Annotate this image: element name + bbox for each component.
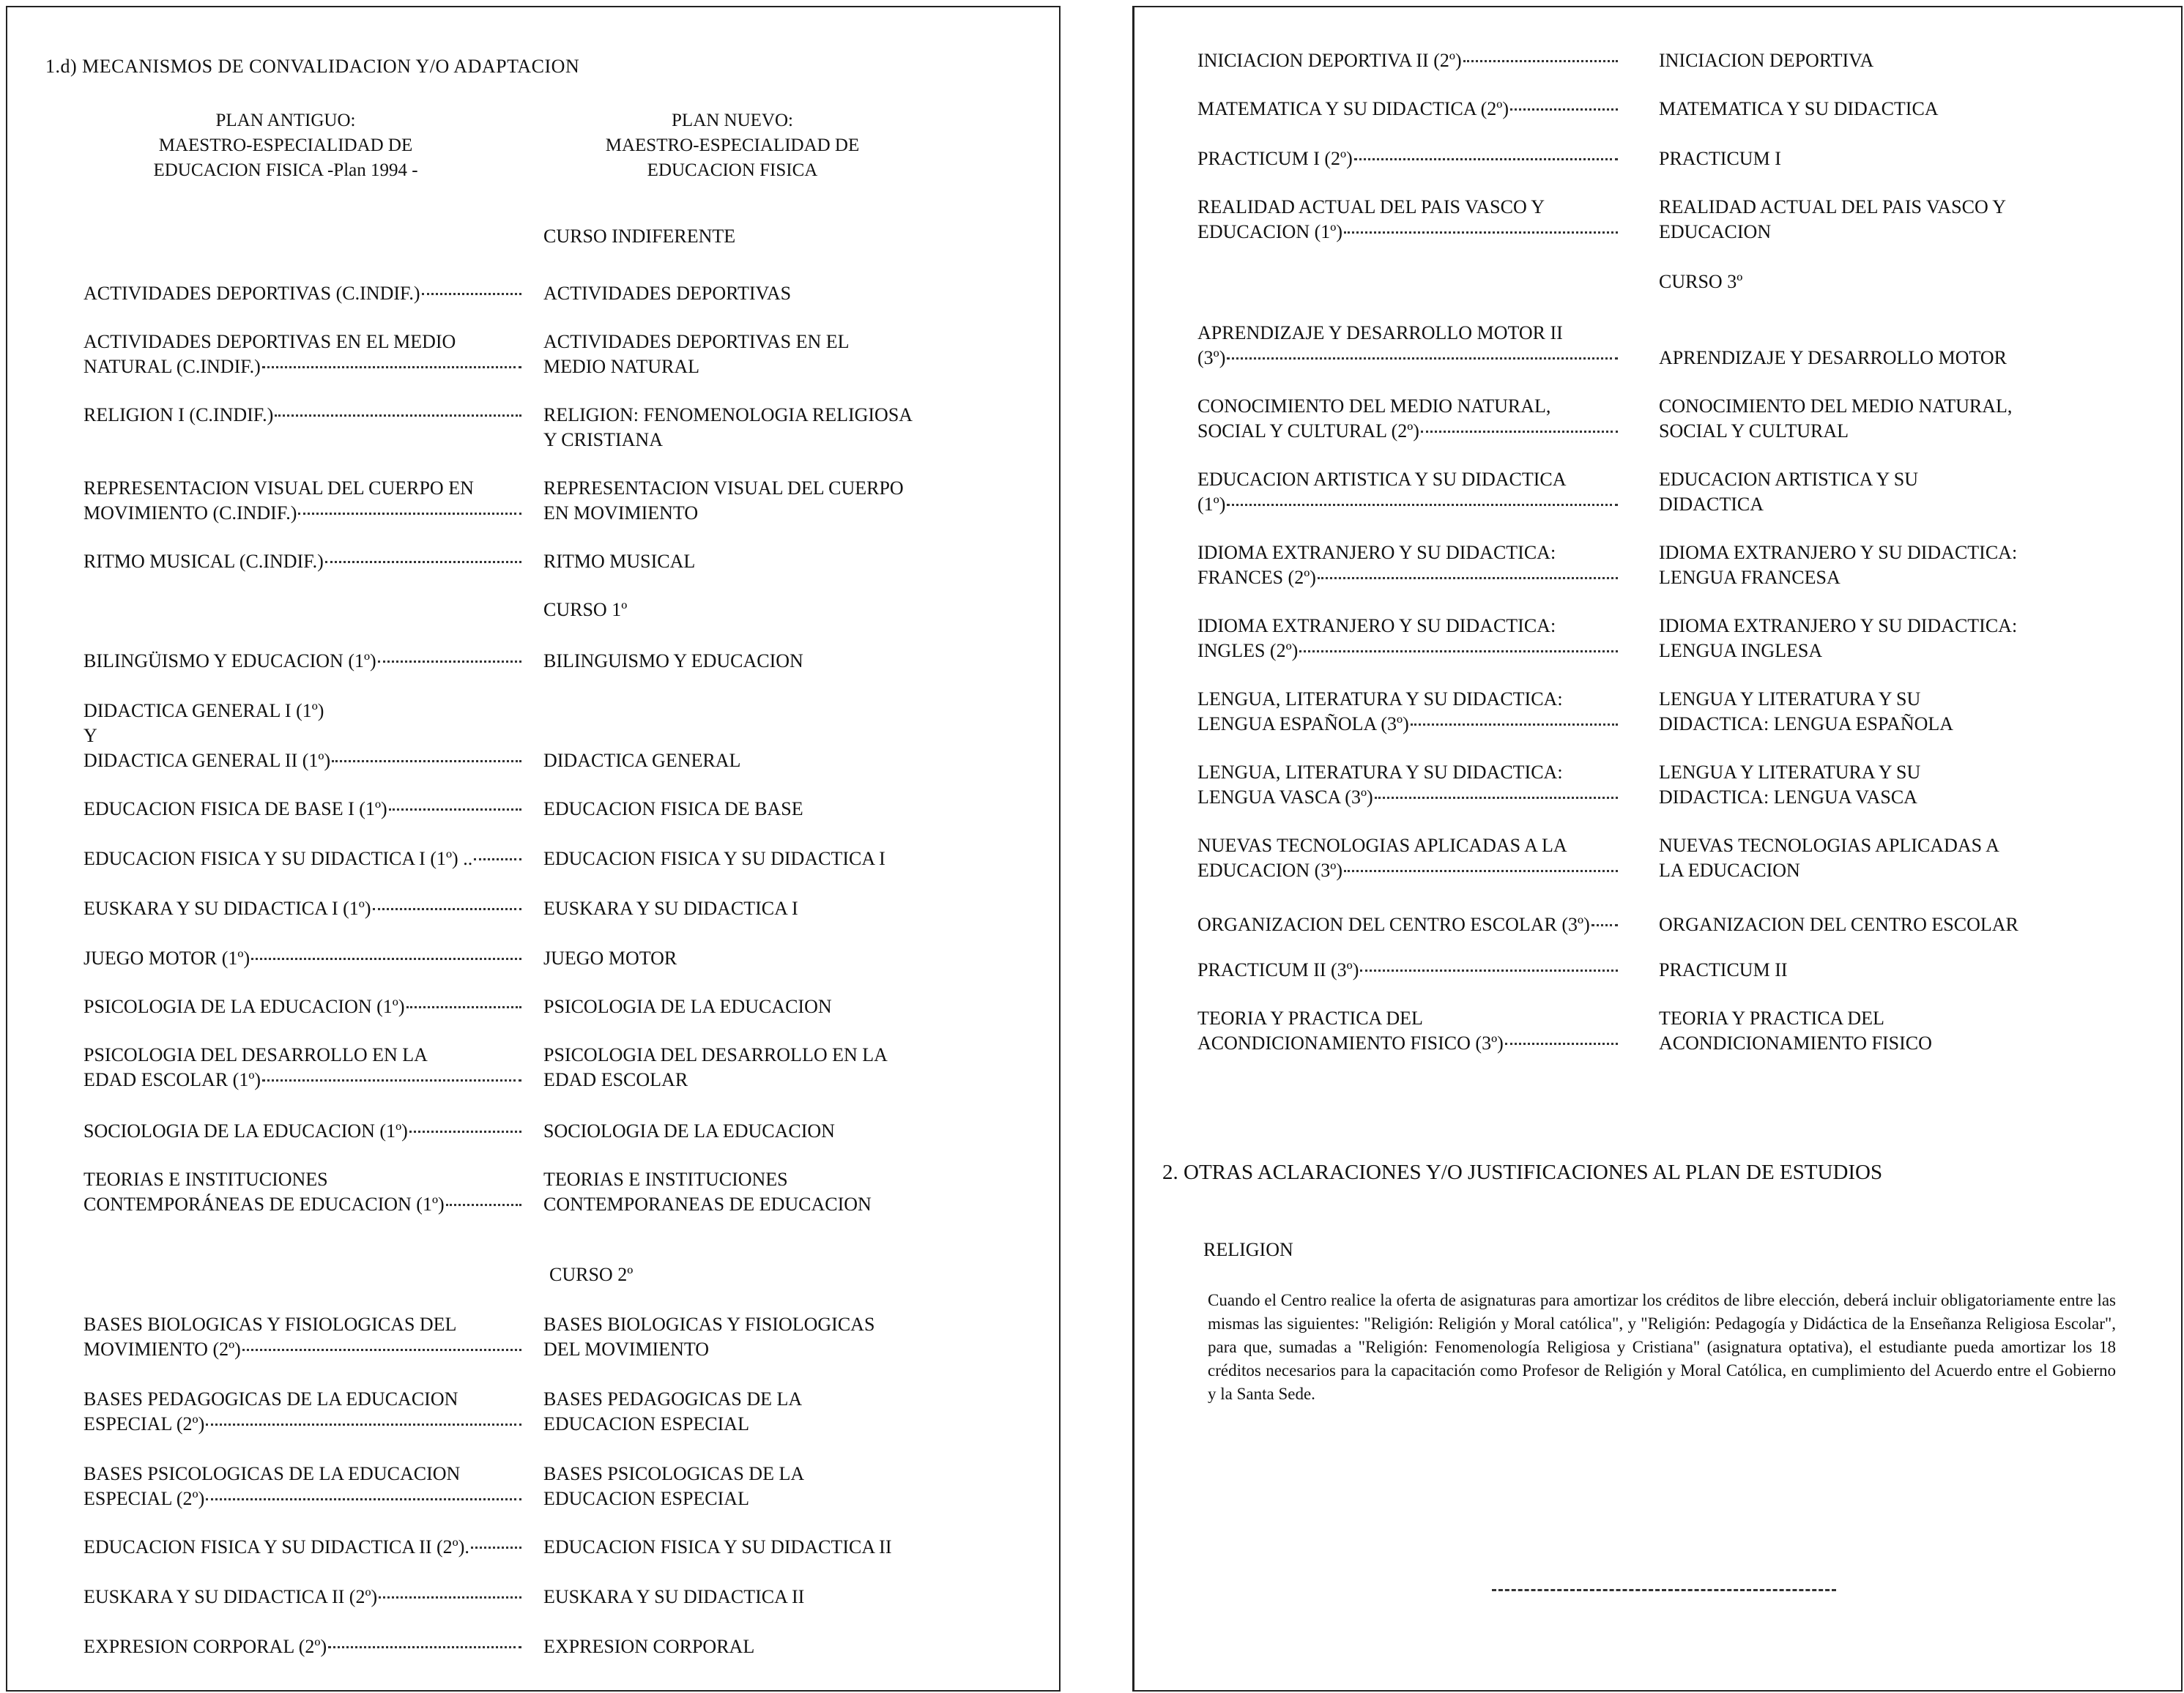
old-plan-subject-line: [1197, 346, 1618, 371]
new-plan-subject: REPRESENTACION VISUAL DEL CUERPO EN MOVIMIENTO: [543, 477, 904, 524]
old-plan-subject-text: EUSKARA Y SU DIDACTICA II (2º): [83, 1586, 378, 1607]
dot-leader: [1591, 917, 1618, 926]
old-plan-subject: [1197, 394, 1618, 444]
old-plan-subject-line: [83, 1068, 521, 1093]
new-plan-subject: EUSKARA Y SU DIDACTICA II: [543, 1586, 805, 1607]
new-plan-subject: PRACTICUM II: [1659, 959, 1788, 981]
old-plan-subject-line: IDIOMA EXTRANJERO Y SU DIDACTICA:: [1197, 615, 1556, 636]
old-plan-subject-line: REALIDAD ACTUAL DEL PAIS VASCO Y: [1197, 196, 1545, 217]
dot-leader: [332, 753, 521, 762]
new-plan-subject: MATEMATICA Y SU DIDACTICA: [1659, 98, 1939, 119]
dot-leader: [1360, 962, 1618, 972]
old-plan-subject-text: NATURAL (C.INDIF.): [83, 356, 261, 377]
new-plan-subject: TEORIA Y PRACTICA DEL ACONDICIONAMIENTO FISICO: [1659, 1008, 1932, 1054]
old-plan-subject-line: BASES PEDAGOGICAS DE LA EDUCACION: [83, 1388, 458, 1410]
dot-leader: [262, 359, 521, 368]
old-plan-subject-line: REPRESENTACION VISUAL DEL CUERPO EN: [83, 477, 474, 499]
new-plan-subject: DIDACTICA GENERAL: [543, 750, 741, 771]
old-plan-subject-line: [1197, 97, 1618, 122]
old-plan-subject-line: [83, 354, 521, 379]
dot-leader: [474, 851, 521, 860]
old-plan-subject-text: ACTIVIDADES DEPORTIVAS (C.INDIF.): [83, 283, 420, 304]
old-plan-subject-text: SOCIOLOGIA DE LA EDUCACION (1º): [83, 1120, 408, 1142]
old-plan-subject-text: EDUCACION FISICA DE BASE I (1º): [83, 798, 387, 819]
dot-leader: [251, 950, 521, 960]
old-plan-subject-line: TEORIA Y PRACTICA DEL: [1197, 1008, 1423, 1029]
old-plan-subject: [83, 1634, 521, 1659]
curso-3-label: CURSO 3º: [1659, 271, 1743, 292]
old-plan-subject-line: [83, 1412, 521, 1437]
new-plan-subject: LENGUA Y LITERATURA Y SU DIDACTICA: LENGUA VASCA: [1659, 762, 1921, 808]
old-plan-subject: [83, 1535, 521, 1560]
old-plan-subject: [1197, 195, 1618, 245]
old-plan-subject-line: APRENDIZAJE Y DESARROLLO MOTOR II: [1197, 322, 1563, 343]
old-plan-subject: [83, 649, 521, 674]
new-plan-subject: APRENDIZAJE Y DESARROLLO MOTOR: [1659, 347, 2007, 368]
new-plan-subject: TEORIAS E INSTITUCIONES CONTEMPORANEAS DE EDUCACION: [543, 1169, 872, 1215]
dot-leader: [262, 1072, 521, 1082]
new-plan-subject: SOCIOLOGIA DE LA EDUCACION: [543, 1120, 835, 1142]
closing-dashed-rule: [1492, 1589, 1836, 1591]
new-plan-subject: ORGANIZACION DEL CENTRO ESCOLAR: [1659, 914, 2018, 935]
new-plan-subject: RELIGION: FENOMENOLOGIA RELIGIOSA Y CRISTIANA: [543, 404, 913, 450]
dot-leader: [1510, 101, 1618, 111]
old-plan-subject-text: EDUCACION (1º): [1197, 221, 1342, 242]
dot-leader: [325, 554, 521, 563]
old-plan-subject-line: [83, 994, 521, 1019]
dot-leader: [1344, 224, 1618, 234]
old-plan-subject: [83, 1312, 521, 1362]
old-plan-subject: [1197, 467, 1618, 517]
new-plan-subject: BASES PEDAGOGICAS DE LA EDUCACION ESPECIAL: [543, 1388, 803, 1435]
new-plan-subject: RITMO MUSICAL: [543, 551, 696, 572]
dot-leader: [1505, 1035, 1618, 1045]
dot-leader: [1344, 863, 1618, 872]
old-plan-subject-text: LENGUA ESPAÑOLA (3º): [1197, 713, 1409, 734]
old-plan-subject: [83, 896, 521, 921]
old-plan-subject: [83, 1043, 521, 1093]
old-plan-subject-line: Y: [83, 725, 97, 746]
old-plan-subject: [83, 1167, 521, 1217]
old-plan-subject: [83, 476, 521, 526]
new-plan-subject: EDUCACION FISICA DE BASE: [543, 798, 803, 819]
curso-2-label: CURSO 2º: [549, 1264, 634, 1285]
old-plan-subject-line: [1197, 1031, 1618, 1056]
old-plan-subject-text: LENGUA VASCA (3º): [1197, 786, 1373, 808]
new-plan-subject: EUSKARA Y SU DIDACTICA I: [543, 898, 798, 919]
old-plan-subject-text: EDAD ESCOLAR (1º): [83, 1069, 261, 1090]
old-plan-subject-line: [1197, 492, 1618, 517]
old-plan-subject-text: MOVIMIENTO (2º): [83, 1339, 241, 1360]
dot-leader: [1318, 570, 1618, 579]
old-plan-subject: [1197, 1006, 1618, 1056]
old-plan-subject-line: [83, 748, 521, 773]
old-plan-subject-line: [83, 1119, 521, 1144]
dot-leader: [373, 901, 521, 910]
old-plan-subject-text: BILINGÜISMO Y EDUCACION (1º): [83, 650, 376, 671]
old-plan-subject-line: LENGUA, LITERATURA Y SU DIDACTICA:: [1197, 762, 1563, 783]
curso-1-label: CURSO 1º: [543, 599, 628, 620]
old-plan-subject-line: [1197, 912, 1618, 937]
old-plan-subject-line: [83, 281, 521, 306]
old-plan-subject: [83, 1585, 521, 1610]
left-page: [6, 6, 1061, 1692]
old-plan-subject-text: PSICOLOGIA DE LA EDUCACION (1º): [83, 996, 405, 1017]
old-plan-subject-text: FRANCES (2º): [1197, 567, 1316, 588]
old-plan-subject-text: CONTEMPORÁNEAS DE EDUCACION (1º): [83, 1194, 445, 1215]
old-plan-subject-line: BASES PSICOLOGICAS DE LA EDUCACION: [83, 1463, 461, 1484]
old-plan-subject: [83, 797, 521, 822]
section-title: 1.d) MECANISMOS DE CONVALIDACION Y/O ADAPTACION: [45, 56, 580, 77]
new-plan-subject: NUEVAS TECNOLOGIAS APLICADAS A LA EDUCACION: [1659, 835, 1999, 881]
old-plan-subject-line: TEORIAS E INSTITUCIONES: [83, 1169, 328, 1190]
old-plan-subject: [1197, 48, 1618, 73]
old-plan-subject-line: [83, 797, 521, 822]
old-plan-subject: [1197, 540, 1618, 590]
new-plan-subject: IDIOMA EXTRANJERO Y SU DIDACTICA: LENGUA FRANCESA: [1659, 542, 2018, 588]
old-plan-subject-text: JUEGO MOTOR (1º): [83, 948, 250, 969]
old-plan-subject: [1197, 687, 1618, 737]
dot-leader: [1299, 643, 1618, 652]
old-plan-subject: [83, 699, 521, 773]
old-plan-subject-line: BASES BIOLOGICAS Y FISIOLOGICAS DEL: [83, 1314, 457, 1335]
new-plan-subject: LENGUA Y LITERATURA Y SU DIDACTICA: LENGUA ESPAÑOLA: [1659, 688, 1954, 734]
new-plan-subject: CONOCIMIENTO DEL MEDIO NATURAL, SOCIAL Y CULTURAL: [1659, 395, 2013, 442]
old-plan-subject-text: (3º): [1197, 347, 1226, 368]
old-plan-subject: [1197, 833, 1618, 883]
old-plan-subject-text: MOVIMIENTO (C.INDIF.): [83, 502, 297, 524]
old-plan-subject-text: PRACTICUM I (2º): [1197, 148, 1353, 169]
dot-leader: [1354, 151, 1618, 160]
old-plan-subject-line: [83, 649, 521, 674]
dot-leader: [206, 1416, 521, 1426]
old-plan-subject-text: (1º): [1197, 494, 1226, 515]
dot-leader: [206, 1491, 521, 1500]
dot-leader: [471, 1539, 521, 1549]
old-plan-subject-text: INICIACION DEPORTIVA II (2º): [1197, 50, 1462, 71]
old-plan-subject-text: EXPRESION CORPORAL (2º): [83, 1636, 327, 1657]
old-plan-subject-line: [1197, 785, 1618, 810]
old-plan-subject-line: ACTIVIDADES DEPORTIVAS EN EL MEDIO: [83, 331, 456, 352]
old-plan-subject-text: SOCIAL Y CULTURAL (2º): [1197, 420, 1419, 442]
old-plan-subject-text: PRACTICUM II (3º): [1197, 959, 1359, 981]
dot-leader: [1411, 716, 1618, 726]
new-plan-subject: BILINGUISMO Y EDUCACION: [543, 650, 803, 671]
religion-heading: RELIGION: [1203, 1239, 1293, 1260]
dot-leader: [389, 801, 521, 811]
religion-paragraph: Cuando el Centro realice la oferta de asignaturas para amortizar los créditos de libre elección, deberá incluir obligatoriamente entre las mismas las siguientes: "Religión: Religión y Moral católica", y "Religión: Pedagogía y Didáctica de la Enseñanza Religiosa Escolar", para que, sumadas a "Religión: Fenomenología Religiosa y Cristiana" (asignatura optativa), el estudiante pueda amortizar los 18 créditos necesarios para la capacitación como Profesor de Religión y Moral Católica, en cumplimiento del Acuerdo entre el Gobierno y la Santa Sede.: [1208, 1291, 2116, 1403]
old-plan-subject-line: [1197, 48, 1618, 73]
old-plan-subject-line: [1197, 146, 1618, 171]
old-plan-subject: [83, 946, 521, 971]
new-plan-subject: BASES BIOLOGICAS Y FISIOLOGICAS DEL MOVIMIENTO: [543, 1314, 875, 1360]
old-plan-subject-line: [1197, 419, 1618, 444]
old-plan-subject: [1197, 958, 1618, 983]
old-plan-subject-text: RITMO MUSICAL (C.INDIF.): [83, 551, 324, 572]
old-plan-subject: [83, 330, 521, 379]
plan-nuevo-heading: PLAN NUEVO: MAESTRO-ESPECIALIDAD DE EDUCACION FISICA: [605, 111, 860, 180]
old-plan-subject-line: [83, 1192, 521, 1217]
dot-leader: [1421, 423, 1618, 433]
old-plan-subject-line: [1197, 958, 1618, 983]
old-plan-subject-line: EDUCACION ARTISTICA Y SU DIDACTICA: [1197, 469, 1567, 490]
old-plan-subject-line: [83, 1634, 521, 1659]
new-plan-subject: EDUCACION ARTISTICA Y SU DIDACTICA: [1659, 469, 1919, 515]
new-plan-subject: PRACTICUM I: [1659, 148, 1781, 169]
new-plan-subject: EXPRESION CORPORAL: [543, 1636, 755, 1657]
old-plan-subject-text: ESPECIAL (2º): [83, 1413, 205, 1435]
section-2-title: 2. OTRAS ACLARACIONES Y/O JUSTIFICACIONES AL PLAN DE ESTUDIOS: [1162, 1161, 1883, 1184]
old-plan-subject: [1197, 912, 1618, 937]
old-plan-subject: [83, 1387, 521, 1437]
old-plan-subject: [83, 994, 521, 1019]
dot-leader: [275, 407, 521, 417]
old-plan-subject: [1197, 614, 1618, 663]
dot-leader: [446, 1197, 521, 1206]
old-plan-subject-line: [1197, 858, 1618, 883]
old-plan-subject-text: EDUCACION FISICA Y SU DIDACTICA II (2º).: [83, 1536, 469, 1558]
old-plan-subject-line: [1197, 220, 1618, 245]
old-plan-subject: [1197, 146, 1618, 171]
new-plan-subject: EDUCACION FISICA Y SU DIDACTICA I: [543, 848, 885, 869]
old-plan-subject: [83, 846, 521, 871]
dot-leader: [328, 1639, 521, 1648]
old-plan-subject-text: EDUCACION FISICA Y SU DIDACTICA I (1º) ..: [83, 848, 473, 869]
old-plan-subject: [83, 281, 521, 306]
new-plan-subject: PSICOLOGIA DEL DESARROLLO EN LA EDAD ESCOLAR: [543, 1044, 888, 1090]
old-plan-subject-line: [83, 946, 521, 971]
old-plan-subject-text: INGLES (2º): [1197, 640, 1299, 661]
new-plan-subject: REALIDAD ACTUAL DEL PAIS VASCO Y EDUCACION: [1659, 196, 2007, 242]
old-plan-subject-line: [83, 1535, 521, 1560]
old-plan-subject: [1197, 321, 1618, 371]
dot-leader: [1463, 53, 1618, 62]
dot-leader: [406, 999, 522, 1008]
curso-indiferente-label: CURSO INDIFERENTE: [543, 226, 736, 247]
old-plan-subject-line: [1197, 712, 1618, 737]
old-plan-subject-line: [83, 549, 521, 574]
old-plan-subject: [83, 549, 521, 574]
old-plan-subject-text: RELIGION I (C.INDIF.): [83, 404, 274, 425]
old-plan-subject-text: ACONDICIONAMIENTO FISICO (3º): [1197, 1032, 1504, 1054]
old-plan-subject-line: [83, 403, 521, 428]
old-plan-subject-line: [83, 1487, 521, 1511]
dot-leader: [1227, 496, 1618, 506]
new-plan-subject: ACTIVIDADES DEPORTIVAS EN EL MEDIO NATURAL: [543, 331, 850, 377]
old-plan-subject-line: CONOCIMIENTO DEL MEDIO NATURAL,: [1197, 395, 1551, 417]
old-plan-subject-line: [83, 896, 521, 921]
old-plan-subject-text: DIDACTICA GENERAL II (1º): [83, 750, 331, 771]
old-plan-subject: [83, 403, 521, 428]
old-plan-subject-text: ORGANIZACION DEL CENTRO ESCOLAR (3º): [1197, 914, 1590, 935]
old-plan-subject: [1197, 760, 1618, 810]
dot-leader: [1375, 789, 1618, 799]
old-plan-subject-text: MATEMATICA Y SU DIDACTICA (2º): [1197, 98, 1509, 119]
old-plan-subject-line: [1197, 639, 1618, 663]
dot-leader: [409, 1123, 521, 1133]
new-plan-subject: ACTIVIDADES DEPORTIVAS: [543, 283, 792, 304]
old-plan-subject: [83, 1462, 521, 1511]
old-plan-subject-line: PSICOLOGIA DEL DESARROLLO EN LA: [83, 1044, 428, 1065]
dot-leader: [298, 505, 521, 515]
old-plan-subject-line: IDIOMA EXTRANJERO Y SU DIDACTICA:: [1197, 542, 1556, 563]
new-plan-subject: BASES PSICOLOGICAS DE LA EDUCACION ESPECIAL: [543, 1463, 805, 1509]
dot-leader: [1227, 350, 1618, 360]
old-plan-subject-text: ESPECIAL (2º): [83, 1488, 205, 1509]
old-plan-subject-line: [83, 1585, 521, 1610]
new-plan-subject: PSICOLOGIA DE LA EDUCACION: [543, 996, 832, 1017]
old-plan-subject-line: [83, 846, 521, 871]
old-plan-subject-line: [1197, 565, 1618, 590]
right-page: [1132, 6, 2183, 1692]
dot-leader: [422, 286, 521, 295]
old-plan-subject-line: [83, 1337, 521, 1362]
new-plan-subject: IDIOMA EXTRANJERO Y SU DIDACTICA: LENGUA INGLESA: [1659, 615, 2018, 661]
new-plan-subject: JUEGO MOTOR: [543, 948, 677, 969]
new-plan-subject: EDUCACION FISICA Y SU DIDACTICA II: [543, 1536, 892, 1558]
old-plan-subject-line: LENGUA, LITERATURA Y SU DIDACTICA:: [1197, 688, 1563, 710]
old-plan-subject-text: EUSKARA Y SU DIDACTICA I (1º): [83, 898, 371, 919]
old-plan-subject-line: NUEVAS TECNOLOGIAS APLICADAS A LA: [1197, 835, 1567, 856]
old-plan-subject-text: EDUCACION (3º): [1197, 860, 1342, 881]
old-plan-subject-line: [83, 501, 521, 526]
dot-leader: [379, 1589, 521, 1599]
dot-leader: [242, 1342, 521, 1351]
plan-antiguo-heading: PLAN ANTIGUO: MAESTRO-ESPECIALIDAD DE EDUCACION FISICA -Plan 1994 -: [153, 111, 418, 180]
old-plan-subject: [1197, 97, 1618, 122]
dot-leader: [378, 653, 521, 663]
new-plan-subject: INICIACION DEPORTIVA: [1659, 50, 1874, 71]
old-plan-subject-line: DIDACTICA GENERAL I (1º): [83, 700, 324, 721]
old-plan-subject: [83, 1119, 521, 1144]
